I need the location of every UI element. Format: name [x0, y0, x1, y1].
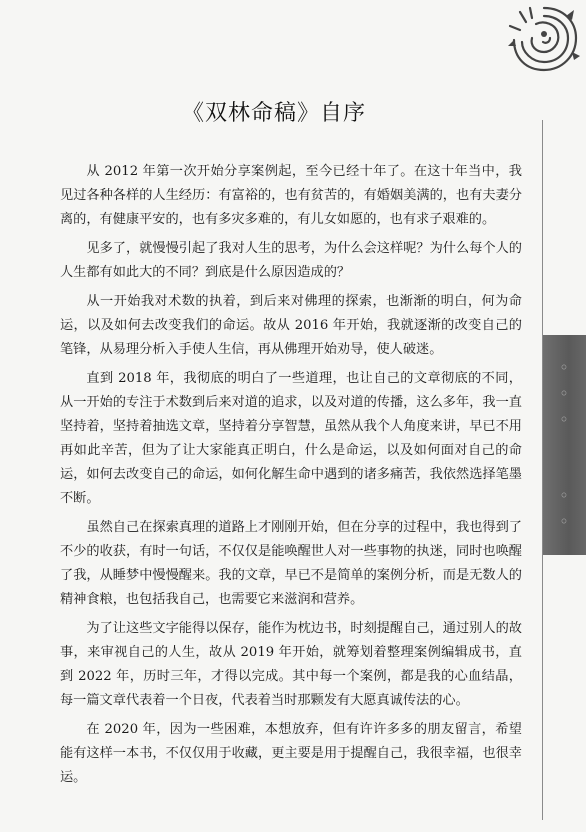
paragraph: 为了让这些文字能得以保存，能作为枕边书，时刻提醒自己，通过别人的故事，来审视自己的人生，故从 2019 年开始，就筹划着整理案例编辑成书，直到 2022 年，历时三年，才得以完成。其中每一个案例，都是我的心血结晶，每一篇文章代表着一个日夜，代表着当时那颗发有大愿真诚传法的心。: [60, 621, 522, 708]
book-edge-tab: [543, 335, 586, 555]
paragraph: 在 2020 年，因为一些困难，本想放弃，但有许许多多的朋友留言，希望能有这样一本书，不仅仅用于收藏，更主要是用于提醒自己，我很幸福，也很幸运。: [60, 722, 522, 785]
tab-glyph: ◦: [559, 358, 569, 377]
tab-glyph: ◦: [559, 486, 569, 505]
page-title: 《双林命稿》自序: [181, 101, 366, 126]
paragraph: 从一开始我对术数的执着，到后来对佛理的探索，也渐渐的明白，何为命运，以及如何去改变我们的命运。故从 2016 年开始，我就逐渐的改变自己的笔锋，从易理分析入手使人生信，再从佛理开始劝导，使人破迷。: [60, 294, 522, 357]
tab-glyph: ◦: [559, 512, 569, 531]
paragraph: 直到 2018 年，我彻底的明白了一些道理，也让自己的文章彻底的不同，从一开始的专注于术数到后来对道的追求，以及对道的传播，这么多年，我一直坚持着，坚持着抽选文章，坚持着分享智慧，虽然从我个人角度来讲，早已不用再如此辛苦，但为了让大家能真正明白，什么是命运，以及如何面对自己的命运，如何去改变自己的命运，如何化解生命中遇到的诸多痛苦，我依然选择笔墨不断。: [60, 371, 522, 506]
paragraph: 从 2012 年第一次开始分享案例起，至今已经十年了。在这十年当中，我见过各种各样的人生经历：有富裕的，也有贫苦的，有婚姻美满的，也有夫妻分离的，有健康平安的，也有多灾多难的，有儿女如愿的，也有求子艰难的。: [60, 164, 522, 227]
tab-glyph: ◦: [559, 410, 569, 429]
paragraph: 虽然自己在探索真理的道路上才刚刚开始，但在分享的过程中，我也得到了不少的收获，有时一句话，不仅仅是能唤醒世人对一些事物的执迷，同时也唤醒了我，从睡梦中慢慢醒来。我的文章，早已不是简单的案例分析，而是无数人的精神食粮，也包括我自己，也需要它来滋润和营养。: [60, 520, 522, 607]
tab-glyph: ◦: [559, 384, 569, 403]
dragon-emblem-icon: [506, 2, 582, 76]
paragraph: 见多了，就慢慢引起了我对人生的思考，为什么会这样呢？为什么每个人的人生都有如此大的不同？到底是什么原因造成的？: [60, 241, 522, 280]
preface-body: [60, 160, 522, 795]
